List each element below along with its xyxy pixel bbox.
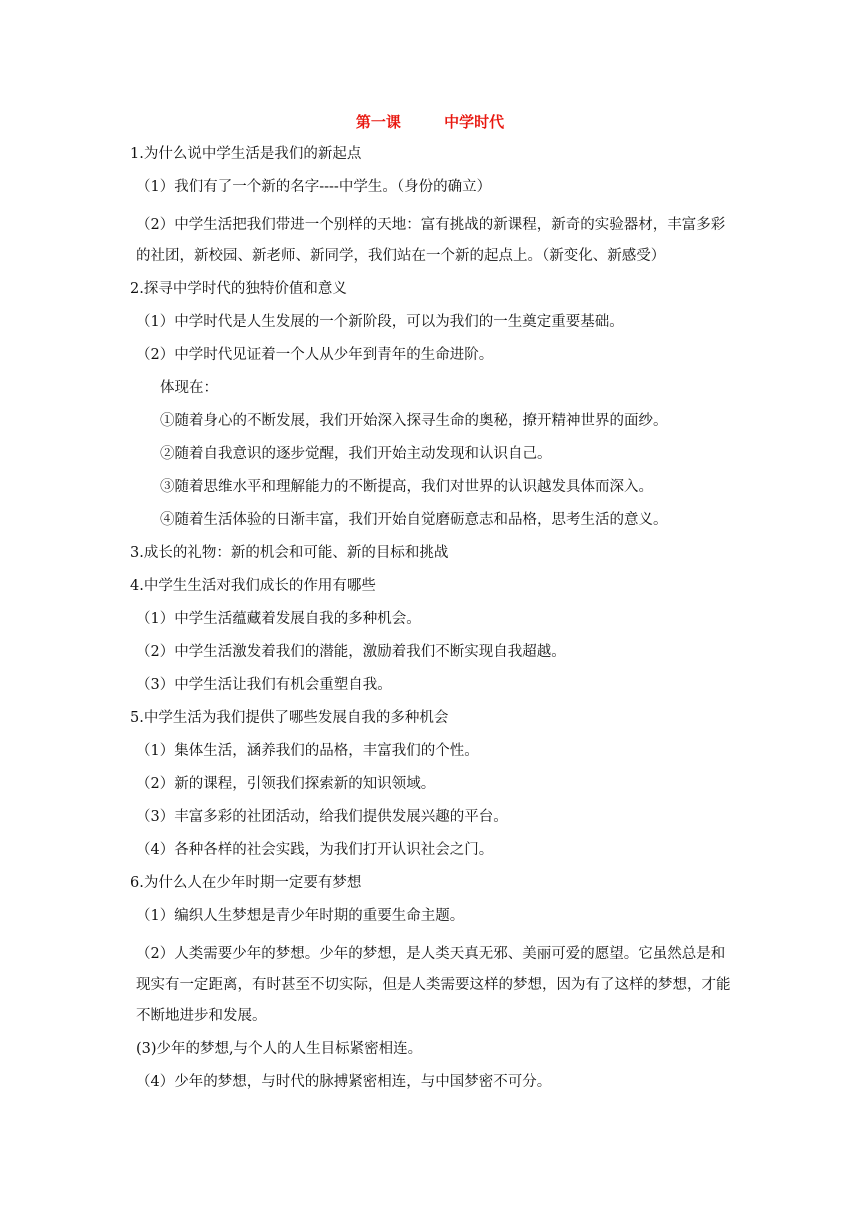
- lesson-title: [0, 112, 860, 132]
- section-heading-3: 3.成长的礼物：新的机会和可能、新的目标和挑战: [130, 545, 449, 561]
- paragraph: （1）中学时代是人生发展的一个新阶段，可以为我们的一生奠定重要基础。: [136, 314, 624, 330]
- section-heading-5: 5.中学生活为我们提供了哪些发展自我的多种机会: [130, 710, 449, 726]
- list-item: ③随着思维水平和理解能力的不断提高，我们对世界的认识越发具体而深入。: [160, 479, 653, 495]
- list-item: ①随着身心的不断发展，我们开始深入探寻生命的奥秘，撩开精神世界的面纱。: [160, 413, 668, 429]
- paragraph: （1）编织人生梦想是青少年时期的重要生命主题。: [136, 908, 465, 924]
- paragraph: （2）中学时代见证着一个人从少年到青年的生命进阶。: [136, 347, 494, 363]
- lesson-name: 中学时代: [444, 113, 505, 131]
- paragraph: （2）中学生活激发着我们的潜能，激励着我们不断实现自我超越。: [136, 644, 566, 660]
- paragraph: （3）丰富多彩的社团活动，给我们提供发展兴趣的平台。: [136, 809, 508, 825]
- paragraph: （3）中学生活让我们有机会重塑自我。: [136, 677, 392, 693]
- paragraph: （2）新的课程，引领我们探索新的知识领域。: [136, 776, 436, 792]
- paragraph: （1）中学生活蕴藏着发展自我的多种机会。: [136, 611, 421, 627]
- paragraph: 体现在：: [160, 380, 218, 396]
- paragraph: (3)少年的梦想,与个人的人生目标紧密相连。: [136, 1041, 423, 1057]
- lesson-number: 第一课: [355, 113, 401, 131]
- section-heading-2: 2.探寻中学时代的独特价值和意义: [130, 281, 347, 297]
- list-item: ④随着生活体验的日渐丰富，我们开始自觉磨砺意志和品格，思考生活的意义。: [160, 512, 668, 528]
- paragraph: （1）集体生活，涵养我们的品格，丰富我们的个性。: [136, 743, 479, 759]
- section-heading-6: 6.为什么人在少年时期一定要有梦想: [130, 875, 362, 891]
- document-body: [130, 144, 735, 1105]
- paragraph: （2）中学生活把我们带进一个别样的天地：富有挑战的新课程，新奇的实验器材，丰富多彩的社团，新校园、新老师、新同学，我们站在一个新的起点上。（新变化、新感受）: [136, 217, 726, 264]
- paragraph: （1）我们有了一个新的名字----中学生。（身份的确立）: [136, 179, 492, 195]
- paragraph: （4）少年的梦想，与时代的脉搏紧密相连，与中国梦密不可分。: [136, 1074, 552, 1090]
- section-heading-1: 1.为什么说中学生活是我们的新起点: [130, 146, 362, 162]
- section-heading-4: 4.中学生生活对我们成长的作用有哪些: [130, 578, 376, 594]
- list-item: ②随着自我意识的逐步觉醒，我们开始主动发现和认识自己。: [160, 446, 552, 462]
- paragraph: （2）人类需要少年的梦想。少年的梦想，是人类天真无邪、美丽可爱的愿望。它虽然总是和现实有一定距离，有时甚至不切实际，但是人类需要这样的梦想，因为有了这样的梦想，才能不断地进步和发展。: [136, 946, 731, 1024]
- paragraph: （4）各种各样的社会实践，为我们打开认识社会之门。: [136, 842, 494, 858]
